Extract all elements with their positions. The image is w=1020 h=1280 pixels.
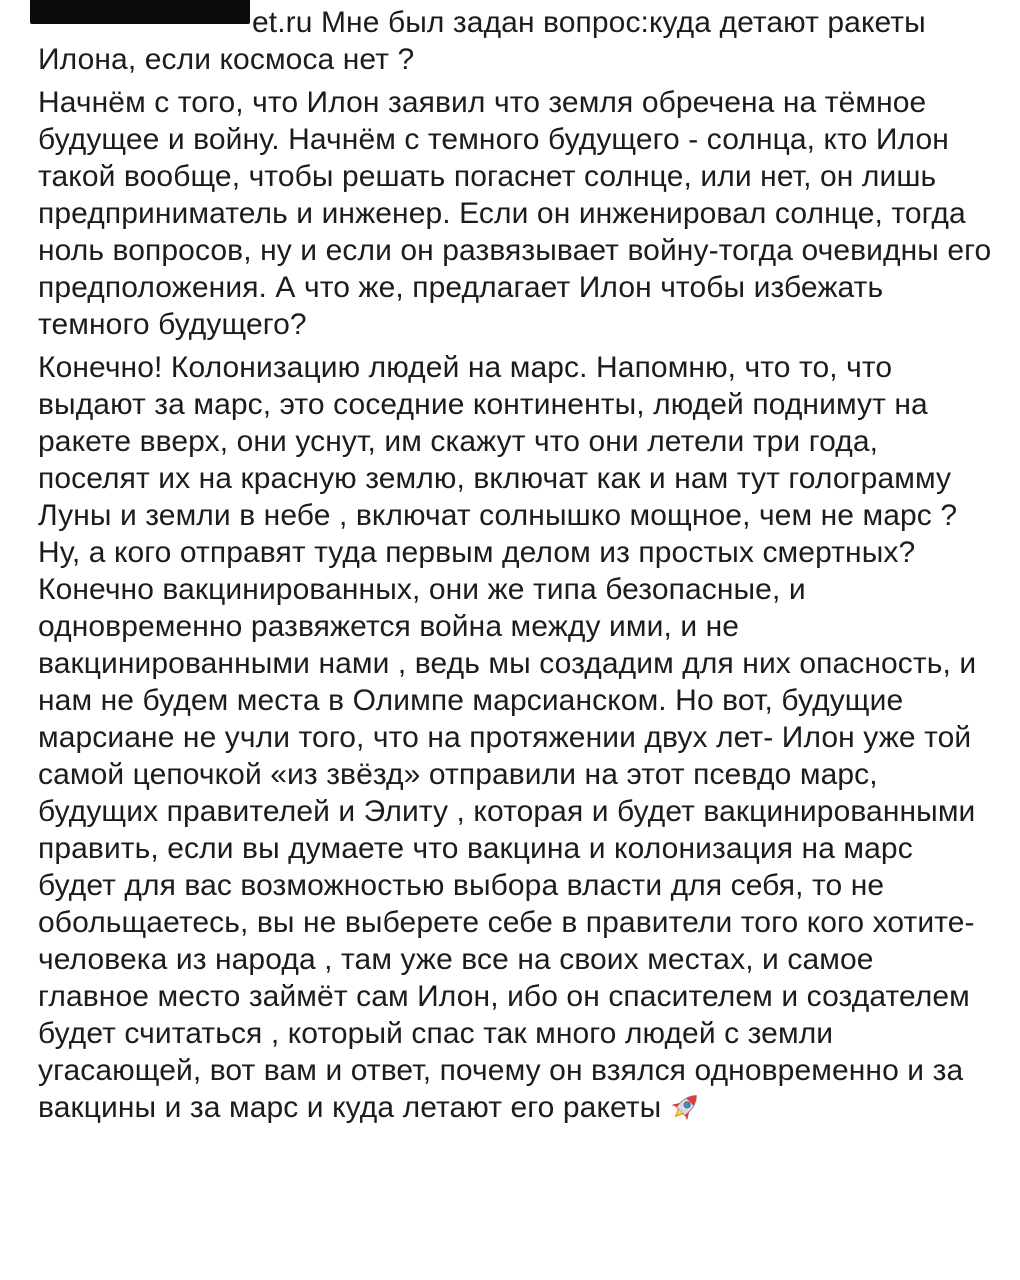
post-paragraph-main <box>38 349 992 1126</box>
rocket-icon <box>667 1089 703 1125</box>
post-paragraph-intro: Начнём с того, что Илон заявил что земля обречена на тёмное будущее и войну. Начнём с темного будущего - солнца, кто Илон такой вообще, чтобы решать погаснет солнце, или нет, он лишь предприниматель и инженер. Если он инженировал солнце, тогда ноль вопросов, ну и если он развязывает войну-тогда очевидны его предположения. А что же, предлагает Илон чтобы избежать темного будущего? <box>38 86 992 341</box>
post-paragraph-question <box>38 4 992 78</box>
redacted-source-suffix: et.ru <box>252 6 313 39</box>
post-body <box>38 4 992 1126</box>
redacted-source-link <box>30 0 250 24</box>
main-text: Конечно! Колонизацию людей на марс. Напомню, что то, что выдают за марс, это соседние континенты, людей поднимут на ракете вверх, они уснут, им скажут что они летели три года, поселят их на красную землю, включат как и нам тут голограмму Луны и земли в небе , включат солнышко мощное, чем не марс ? Ну, а кого отправят туда первым делом из простых смертных? Конечно вакцинированных, они же типа безопасные, и одновременно развяжется война между ими, и не вакцинированными нами , ведь мы создадим для них опасность, и нам не будем места в Олимпе марсианском. Но вот, будущие марсиане не учли того, что на протяжении двух лет- Илон уже той самой цепочкой «из звёзд» отправили на этот псевдо марс, будущих правителей и Элиту , которая и будет вакцинированными править, если вы думаете что вакцина и колонизация на марс будет для вас возможностью выбора власти для себя, то не обольщаетесь, вы не выберете себе в правители того кого хотите- человека из народа , там уже все на своих местах, и самое главное место займёт сам Илон, ибо он спасителем и создателем будет считаться , который спас так много людей с земли угасающей, вот вам и ответ, почему он взялся одновременно и за вакцины и за марс и куда летают его ракеты <box>38 351 977 1124</box>
question-text: Мне был задан вопрос:куда детают ракеты Илона, если космоса нет ? <box>38 6 926 76</box>
